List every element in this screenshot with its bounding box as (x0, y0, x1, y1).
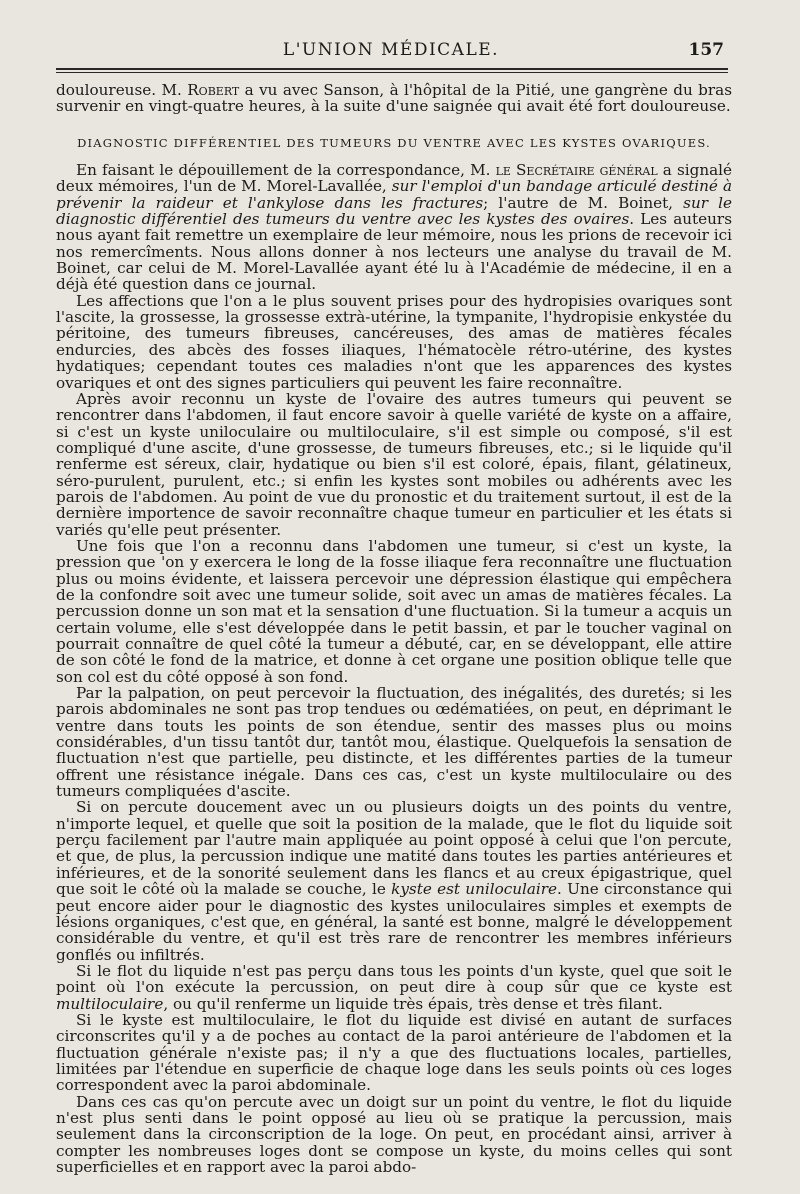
paragraph: Les affections que l'on a le plus souvent prises pour des hydropisies ovariques sont l'ascite, la grossesse, la grossesse extrà-utérine, la tympanite, l'hydropisie enkystée du péritoine, des tumeurs fibreuses, cancéreuses, des amas de matières fécales endurcies, des abcès des fosses iliaques, l'hématocèle rétro-utérine, des kystes hydatiques; cependant toutes ces maladies n'ont que les apparences des kystes ovariques et ont des signes particuliers qui peuvent les faire reconnaître. (56, 291, 732, 392)
paragraph: Après avoir reconnu un kyste de l'ovaire des autres tumeurs qui peuvent se rencontrer dans l'abdomen, il faut encore savoir à quelle variété de kyste on a affaire, si c'est un kyste uniloculaire ou multiloculaire, s'il est simple ou composé, s'il est compliqué d'une ascite, d'une grossesse, de tumeurs fibreuses, etc.; si le liquide qu'il renferme est séreux, clair, hydatique ou bien s'il est coloré, épais, filant, gélatineux, séro-purulent, purulent, etc.; si enfin les kystes sont mobiles ou adhérents avec les parois de l'abdomen. Au point de vue du pronostic et du traitement surtout, il est de la dernière importence de savoir reconnaître chaque tumeur en particulier et les états si variés qu'elle peut présenter. (56, 389, 732, 539)
header-rule-thin (56, 72, 728, 73)
text-run: . Une circonstance qui peut encore aider pour le diagnostic des kystes uniloculaires simples et exempts de lésions organiques, c'est que, en général, la santé est bonne, malgré le développement considérable du ventre, et qu'il est très rare de rencontrer les membres inférieurs gonflés ou infiltrés. (56, 880, 733, 964)
paragraph: Une fois que l'on a reconnu dans l'abdomen une tumeur, si c'est un kyste, la pression que 'on y exercera le long de la fosse iliaque fera reconnaître une fluctuation plus ou moins évidente, et laissera percevoir une dépression élastique qui empêchera de la confondre soit avec une tumeur solide, soit avec un amas de matières fécales. La percussion donne un son mat et la sensation d'une fluctuation. Si la tumeur a acquis un certain volume, elle s'est développée dans le petit bassin, et par le toucher vaginal on pourrait connaître de quel côté la tumeur a débuté, car, en se développant, elle attire de son côté le fond de la matrice, et donne à cet organe une position oblique telle que son col est du côté opposé à son fond. (56, 536, 732, 686)
text-run: a signalé deux mémoires, l'un de M. Morel-Lavallée, (56, 161, 732, 196)
emphasis-italic: multiloculaire (56, 994, 164, 1013)
secretary-smallcaps: le Secrétaire général (495, 161, 658, 180)
paragraph-continuation (56, 82, 732, 115)
paragraph (56, 799, 732, 962)
paragraph: Par la palpation, on peut percevoir la fluctuation, des inégalités, des duretés; si les parois abdominales ne sont pas trop tendues ou œdématiées, on peut, en déprimant le ventre dans touts les points de son étendue, sentir des masses plus ou moins considérables, d'un tissu tantôt dur, tantôt mou, élastique. Quelquefois la sensation de fluctuation n'est que partielle, peu distincte, et les différentes parties de la tumeur offrent une résistance inégale. Dans ces cas, c'est un kyste multiloculaire ou des tumeurs compliquées d'ascite. (56, 684, 732, 801)
text-run: Si on percute doucement avec un ou plusieurs doigts un des points du ventre, n'importe lequel, et quelle que soit la position de la malade, que le flot du liquide soit perçu facilement par l'autre main appliquée au point opposé à celui que l'on percute, et que, de plus, la percussion indique une matité dans toutes les parties antérieures et inférieures, et de la sonorité seulement dans les flancs et au creux épigastrique, quel que soit le côté où la malade se couche, le (56, 798, 732, 899)
section-heading: DIAGNOSTIC DIFFÉRENTIEL DES TUMEURS DU VENTRE AVEC LES KYSTES OVARIQUES. (77, 135, 711, 150)
running-title: L'UNION MÉDICALE. (282, 40, 500, 60)
text-run: . Les auteurs nous ayant fait remettre un exemplaire de leur mémoire, nous les prions de recevoir ici nos remercîments. Nous allons donner à nos lecteurs une analyse du travail de M. Boinet, car celui de M. Morel-Lavallée ayant été lu à l'Académie de médecine, il en a déjà été question dans ce journal. (56, 210, 732, 294)
article-body (56, 82, 732, 1175)
text-run: , ou qu'il renferme un liquide très épais, très dense et très filant. (163, 994, 663, 1013)
text-run: ; l'autre de M. Boinet, (483, 193, 684, 212)
page-header (56, 40, 726, 66)
paragraph (56, 162, 732, 293)
paragraph (56, 963, 732, 1012)
text-run: douloureuse. M. (56, 81, 188, 99)
memoir-title-italic: sur l'emploi d'un bandage articulé destiné à prévenir la raideur et l'ankylose dans les fractures (56, 177, 732, 212)
paragraph: Dans ces cas qu'on percute avec un doigt sur un point du ventre, le flot du liquide n'est plus senti dans le point opposé au lieu où se pratique la percussion, mais seulement dans la circonscription de la loge. On peut, en procédant ainsi, arriver à compter les nombreuses loges dont se compose un kyste, du moins celles qui sont superficielles et en rapport avec la paroi abdo- (56, 1092, 732, 1176)
author-name-smallcaps: Robert (187, 81, 240, 99)
text-run: En faisant le dépouillement de la correspondance, M. (76, 161, 496, 180)
text-run: Si le flot du liquide n'est pas perçu dans tous les points d'un kyste, quel que soit le point où l'on exécute la percussion, on peut dire à coup sûr que ce kyste est (56, 961, 732, 997)
memoir-title-italic: sur le diagnostic différentiel des tumeurs du ventre avec les kystes des ovaires (56, 193, 732, 229)
paragraph: Si le kyste est multiloculaire, le flot du liquide est divisé en autant de surfaces circonscrites qu'il y a de poches au contact de la paroi antérieure de l'abdomen et la fluctuation générale n'existe pas; il n'y a que des fluctuations locales, partielles, limitées par l'étendue en superficie de chaque loge dans les seuls points où ces loges correspondent avec la paroi abdominale. (56, 1010, 732, 1095)
text-run: a vu avec Sanson, à l'hôpital de la Pitié, une gangrène du bras survenir en vingt-quatre heures, à la suite d'une saignée qui avait été fort douloureuse. (56, 81, 732, 116)
page-number: 157 (688, 40, 724, 60)
emphasis-italic: kyste est uniloculaire (391, 880, 558, 899)
header-rule (56, 68, 728, 70)
